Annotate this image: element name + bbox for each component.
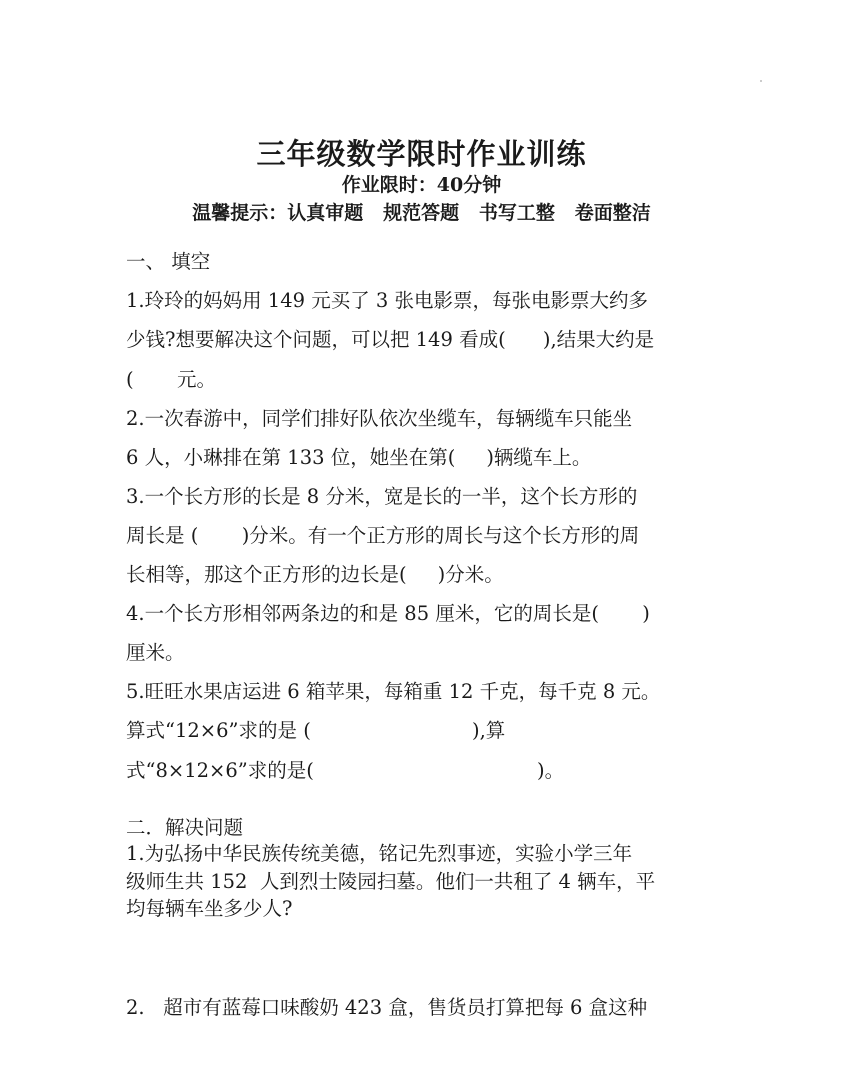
question-line: 厘米。 <box>126 641 185 664</box>
question-line: 4.一个长方形相邻两条边的和是 85 厘米，它的周长是( ) <box>126 602 650 625</box>
problem-line: 级师生共 152 人到烈士陵园扫墓。他们一共租了 4 辆车，平 <box>126 870 656 893</box>
question-line: 2.一次春游中，同学们排好队依次坐缆车，每辆缆车只能坐 <box>126 407 633 430</box>
section-heading-problems: 二．解决问题 <box>126 816 244 839</box>
question-line: 算式“12×6”求的是 ( ),算 <box>126 719 506 742</box>
problem-line: 2. 超市有蓝莓口味酸奶 423 盒，售货员打算把每 6 盒这种 <box>126 996 648 1019</box>
question-line: ( 元。 <box>126 368 216 391</box>
question-line: 3.一个长方形的长是 8 分米，宽是长的一半，这个长方形的 <box>126 485 638 508</box>
problem-line: 均每辆车坐多少人? <box>126 897 293 920</box>
section-heading-fill-in: 一、 填空 <box>126 250 211 273</box>
question-line: 5.旺旺水果店运进 6 箱苹果，每箱重 12 千克，每千克 8 元。 <box>126 680 661 703</box>
question-line: 少钱?想要解决这个问题，可以把 149 看成( ),结果大约是 <box>126 328 655 351</box>
scan-speck <box>760 80 762 82</box>
time-limit: 作业限时：40分钟 <box>341 174 502 196</box>
problem-line: 1.为弘扬中华民族传统美德，铭记先烈事迹，实验小学三年 <box>126 842 633 865</box>
worksheet-title: 三年级数学限时作业训练 <box>256 137 587 171</box>
question-line: 1.玲玲的妈妈用 149 元买了 3 张电影票，每张电影票大约多 <box>126 289 649 312</box>
question-line: 长相等，那这个正方形的边长是( )分米。 <box>126 563 504 586</box>
question-line: 6 人，小琳排在第 133 位，她坐在第( )辆缆车上。 <box>126 446 592 469</box>
reminder-tip: 温馨提示：认真审题 规范答题 书写工整 卷面整洁 <box>192 202 651 224</box>
question-line: 周长是 ( )分米。有一个正方形的周长与这个长方形的周 <box>126 524 640 547</box>
question-line: 式“8×12×6”求的是( )。 <box>126 759 565 782</box>
